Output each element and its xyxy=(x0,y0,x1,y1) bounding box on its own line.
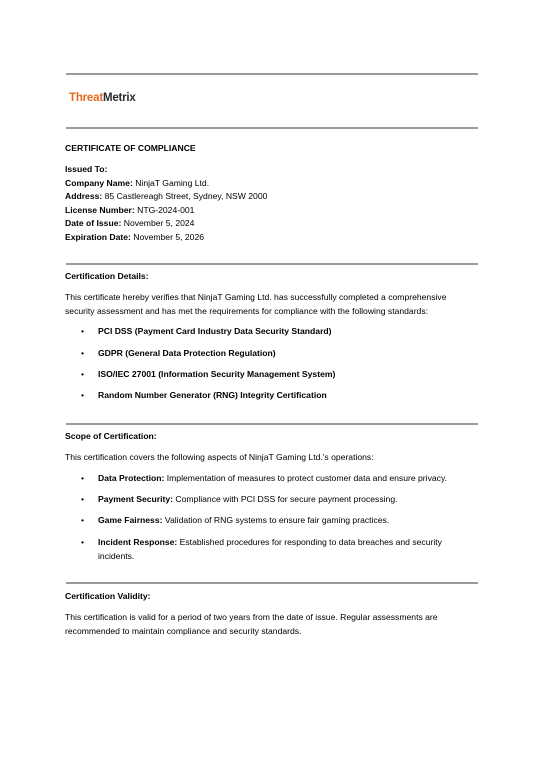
bullet-icon: • xyxy=(81,369,85,379)
validity-paragraph-line-2: recommended to maintain compliance and security standards. xyxy=(65,625,302,636)
standard-item-gdpr: GDPR (General Data Protection Regulation) xyxy=(98,348,276,358)
validity-divider xyxy=(66,582,478,584)
date-of-issue-line: Date of Issue: November 5, 2024 xyxy=(65,218,195,228)
bullet-icon: • xyxy=(81,515,85,525)
license-number-line: License Number: NTG-2024-001 xyxy=(65,204,195,215)
address-line: Address: 85 Castlereagh Street, Sydney, NSW 2000 xyxy=(65,191,268,201)
bullet-icon: • xyxy=(81,348,85,358)
scope-divider xyxy=(66,423,478,425)
scope-intro: This certification covers the following aspects of NinjaT Gaming Ltd.'s operations: xyxy=(65,452,374,462)
details-divider xyxy=(66,263,478,265)
scope-item-game-fairness: Game Fairness: Validation of RNG systems to ensure fair gaming practices. xyxy=(98,515,390,525)
threatmetrix-logo: ThreatMetrix xyxy=(69,92,136,104)
scope-heading: Scope of Certification: xyxy=(65,431,157,441)
issued-to-heading: Issued To: xyxy=(65,164,108,174)
standard-item-iso-27001: ISO/IEC 27001 (Information Security Management System) xyxy=(98,369,336,379)
standard-item-pci-dss: PCI DSS (Payment Card Industry Data Security Standard) xyxy=(98,326,332,336)
bullet-icon: • xyxy=(81,326,85,336)
standard-item-rng: Random Number Generator (RNG) Integrity Certification xyxy=(98,390,327,400)
company-name-line: Company Name: NinjaT Gaming Ltd. xyxy=(65,177,210,188)
details-paragraph-line-2: security assessment and has met the requirements for compliance with the following standards: xyxy=(65,305,429,316)
certification-details-heading: Certification Details: xyxy=(65,271,149,281)
scope-item-incident-response: Incident Response: Established procedures for responding to data breaches and security incidents. xyxy=(98,537,442,561)
logo-divider xyxy=(66,127,478,129)
validity-heading: Certification Validity: xyxy=(65,591,151,601)
scope-item-data-protection: Data Protection: Implementation of measures to protect customer data and ensure privacy. xyxy=(98,473,447,483)
validity-paragraph-line-1: This certification is valid for a period of two years from the date of issue. Regular assessments are xyxy=(65,612,438,622)
bullet-icon: • xyxy=(81,537,85,547)
expiration-date-line: Expiration Date: November 5, 2026 xyxy=(65,231,204,242)
bullet-icon: • xyxy=(81,494,85,504)
certificate-title: CERTIFICATE OF COMPLIANCE xyxy=(65,143,196,153)
bullet-icon: • xyxy=(81,390,85,400)
top-divider xyxy=(66,73,478,75)
bullet-icon: • xyxy=(81,473,85,483)
scope-item-payment-security: Payment Security: Compliance with PCI DSS for secure payment processing. xyxy=(98,494,398,504)
details-paragraph-line-1: This certificate hereby verifies that NinjaT Gaming Ltd. has successfully completed a comprehensive xyxy=(65,292,447,302)
